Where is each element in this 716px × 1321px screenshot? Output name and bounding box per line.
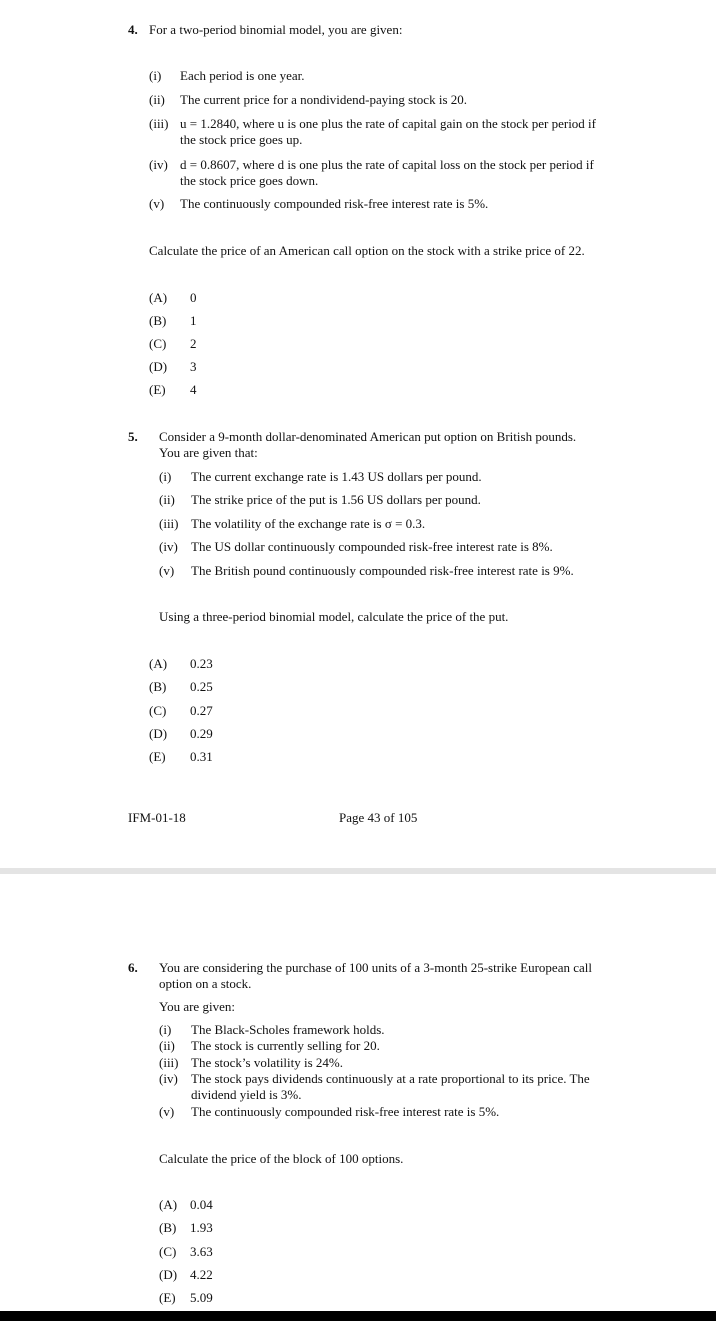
given-label: (i) — [159, 1022, 172, 1037]
given-label: (i) — [149, 68, 162, 83]
question-prompt: Calculate the price of the block of 100 options. — [159, 1151, 404, 1166]
given-text: The stock pays dividends continuously at a rate proportional to its price. The — [191, 1071, 590, 1086]
choice-value: 0.29 — [190, 726, 213, 741]
given-text: The continuously compounded risk-free interest rate is 5%. — [191, 1104, 500, 1119]
choice-value: 0.27 — [190, 703, 213, 718]
choice-label: (A) — [149, 290, 168, 305]
given-label: (iii) — [159, 516, 179, 531]
given-text-continued: dividend yield is 3%. — [191, 1087, 302, 1102]
given-label: (iv) — [149, 157, 168, 172]
question-prompt: Using a three-period binomial model, calculate the price of the put. — [159, 609, 509, 624]
choice-label: (C) — [149, 336, 167, 351]
choice-label: (E) — [149, 382, 166, 397]
question-number: 5. — [128, 429, 138, 444]
question-prompt: Calculate the price of an American call option on the stock with a strike price of 22. — [149, 243, 585, 258]
given-label: (iii) — [159, 1055, 179, 1070]
given-label: (iv) — [159, 539, 178, 554]
choice-label: (D) — [159, 1267, 178, 1282]
question-stem-continued: You are given that: — [159, 445, 258, 460]
choice-value: 2 — [190, 336, 197, 351]
given-text: The current price for a nondividend-paying stock is 20. — [180, 92, 467, 107]
given-text: The stock is currently selling for 20. — [191, 1038, 380, 1053]
page-number: Page 43 of 105 — [339, 810, 418, 825]
choice-label: (E) — [149, 749, 166, 764]
question-stem: For a two-period binomial model, you are given: — [149, 22, 403, 37]
choice-label: (A) — [159, 1197, 178, 1212]
given-text: The US dollar continuously compounded risk-free interest rate is 8%. — [191, 539, 553, 554]
given-text: u = 1.2840, where u is one plus the rate of capital gain on the stock per period if — [180, 116, 596, 131]
question-stem: You are considering the purchase of 100 units of a 3-month 25-strike European call — [159, 960, 592, 975]
choice-value: 0.04 — [190, 1197, 213, 1212]
given-text-continued: the stock price goes up. — [180, 132, 303, 147]
given-label: (i) — [159, 469, 172, 484]
choice-value: 0 — [190, 290, 197, 305]
choice-value: 4.22 — [190, 1267, 213, 1282]
choice-value: 3.63 — [190, 1244, 213, 1259]
choice-value: 5.09 — [190, 1290, 213, 1305]
given-label: (ii) — [149, 92, 165, 107]
given-text: The stock’s volatility is 24%. — [191, 1055, 344, 1070]
choice-label: (B) — [159, 1220, 177, 1235]
given-text: The current exchange rate is 1.43 US dollars per pound. — [191, 469, 482, 484]
page-separator — [0, 868, 716, 874]
choice-value: 0.25 — [190, 679, 213, 694]
given-label: (v) — [159, 563, 175, 578]
choice-value: 3 — [190, 359, 197, 374]
choice-label: (B) — [149, 313, 167, 328]
given-label: (ii) — [159, 492, 175, 507]
given-text: The continuously compounded risk-free interest rate is 5%. — [180, 196, 489, 211]
choice-value: 0.23 — [190, 656, 213, 671]
question-number: 6. — [128, 960, 138, 975]
given-text-continued: the stock price goes down. — [180, 173, 319, 188]
given-text: The volatility of the exchange rate is σ = 0.3. — [191, 516, 426, 531]
question-stem: Consider a 9-month dollar-denominated American put option on British pounds. — [159, 429, 577, 444]
choice-label: (C) — [159, 1244, 177, 1259]
question-number: 4. — [128, 22, 138, 37]
given-text: The Black-Scholes framework holds. — [191, 1022, 385, 1037]
given-label: (ii) — [159, 1038, 175, 1053]
choice-value: 0.31 — [190, 749, 213, 764]
given-text: d = 0.8607, where d is one plus the rate of capital loss on the stock per period if — [180, 157, 594, 172]
choice-label: (E) — [159, 1290, 176, 1305]
given-text: The strike price of the put is 1.56 US dollars per pound. — [191, 492, 481, 507]
given-label: (v) — [159, 1104, 175, 1119]
choice-label: (B) — [149, 679, 167, 694]
choice-value: 1 — [190, 313, 197, 328]
choice-label: (A) — [149, 656, 168, 671]
given-label: (iv) — [159, 1071, 178, 1086]
choice-label: (C) — [149, 703, 167, 718]
given-label: (iii) — [149, 116, 169, 131]
given-text: Each period is one year. — [180, 68, 305, 83]
document-code: IFM-01-18 — [128, 810, 186, 825]
given-label: (v) — [149, 196, 165, 211]
viewer-bottom-bar — [0, 1311, 716, 1321]
question-stem-continued: option on a stock. — [159, 976, 252, 991]
choice-value: 4 — [190, 382, 197, 397]
choice-value: 1.93 — [190, 1220, 213, 1235]
given-text: The British pound continuously compounded risk-free interest rate is 9%. — [191, 563, 574, 578]
choice-label: (D) — [149, 726, 168, 741]
choice-label: (D) — [149, 359, 168, 374]
given-intro: You are given: — [159, 999, 235, 1014]
